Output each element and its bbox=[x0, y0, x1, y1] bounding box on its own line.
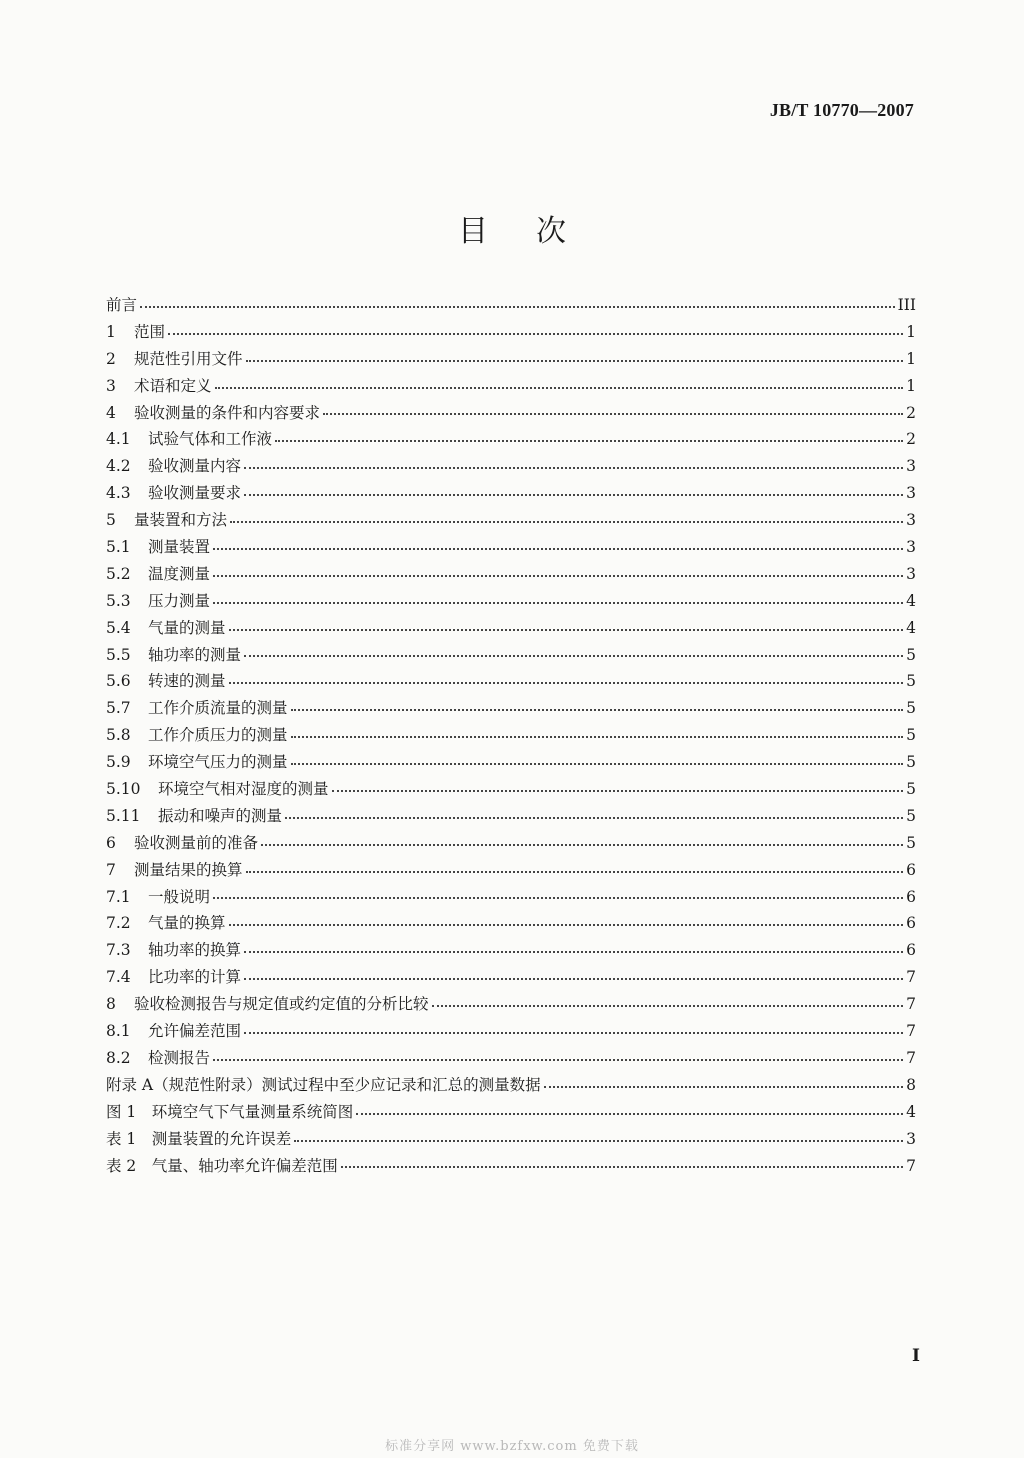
toc-leader-dots bbox=[244, 654, 903, 657]
toc-entry-title: 附录 A（规范性附录）测试过程中至少应记录和汇总的测量数据 bbox=[106, 1075, 541, 1094]
toc-entry-page: 2 bbox=[906, 430, 916, 449]
toc-entry-number: 8 bbox=[106, 995, 116, 1014]
toc-entry-page: 6 bbox=[906, 887, 916, 906]
toc-leader-dots bbox=[244, 493, 903, 496]
toc-entry-number: 2 bbox=[106, 349, 116, 368]
toc-leader-dots bbox=[244, 466, 903, 469]
toc-entry[interactable] bbox=[106, 803, 916, 830]
toc-entry-title: 工作介质压力的测量 bbox=[148, 726, 288, 745]
toc-leader-dots bbox=[244, 950, 903, 953]
toc-entry-page: 4 bbox=[906, 591, 916, 610]
toc-entry-title: 表 1 测量装置的允许误差 bbox=[106, 1129, 292, 1148]
toc-entry[interactable] bbox=[106, 830, 916, 857]
toc-entry[interactable] bbox=[106, 964, 916, 991]
toc-entry-title: 验收测量内容 bbox=[148, 457, 242, 476]
toc-leader-dots bbox=[341, 1165, 903, 1168]
toc-entry[interactable] bbox=[106, 507, 916, 534]
toc-entry-number: 7.2 bbox=[106, 914, 131, 933]
toc-entry[interactable] bbox=[106, 1018, 916, 1045]
toc-entry-number: 4.2 bbox=[106, 457, 131, 476]
toc-entry-number: 3 bbox=[106, 376, 116, 395]
toc-leader-dots bbox=[229, 923, 903, 926]
page-number: I bbox=[912, 1346, 920, 1366]
toc-entry-page: 4 bbox=[906, 1102, 916, 1121]
toc-entry[interactable] bbox=[106, 884, 916, 911]
toc-entry-title: 轴功率的测量 bbox=[148, 645, 242, 664]
toc-entry-title: 范围 bbox=[134, 322, 166, 341]
toc-entry-page: 5 bbox=[906, 699, 916, 718]
toc-leader-dots bbox=[168, 332, 903, 335]
toc-entry[interactable] bbox=[106, 910, 916, 937]
toc-entry-number: 5.10 bbox=[106, 780, 141, 799]
toc-leader-dots bbox=[261, 843, 903, 846]
toc-entry-number: 7.4 bbox=[106, 968, 131, 987]
toc-entry-page: 1 bbox=[906, 349, 916, 368]
toc-entry-page: III bbox=[897, 296, 916, 314]
table-of-contents bbox=[106, 292, 916, 1179]
toc-entry-title: 振动和噪声的测量 bbox=[158, 806, 283, 825]
toc-entry-number: 4.1 bbox=[106, 430, 131, 449]
page-title: 目次 bbox=[458, 214, 614, 249]
toc-entry-page: 3 bbox=[906, 564, 916, 583]
toc-entry-number: 5.8 bbox=[106, 726, 131, 745]
toc-entry-number: 5.7 bbox=[106, 699, 131, 718]
toc-entry-title: 验收测量要求 bbox=[148, 484, 242, 503]
toc-entry-page: 7 bbox=[906, 968, 916, 987]
toc-leader-dots bbox=[275, 439, 903, 442]
toc-entry-number: 4 bbox=[106, 403, 116, 422]
toc-entry[interactable] bbox=[106, 534, 916, 561]
toc-entry-page: 6 bbox=[906, 914, 916, 933]
toc-entry-page: 2 bbox=[906, 403, 916, 422]
toc-entry-title: 测量装置 bbox=[148, 538, 211, 557]
toc-entry[interactable] bbox=[106, 1072, 916, 1099]
toc-entry-number: 5.4 bbox=[106, 618, 131, 637]
toc-entry-number: 7.1 bbox=[106, 887, 131, 906]
toc-leader-dots bbox=[332, 789, 903, 792]
toc-entry-number: 8.1 bbox=[106, 1022, 131, 1041]
toc-entry-page: 3 bbox=[906, 511, 916, 530]
toc-entry-number: 1 bbox=[106, 322, 116, 341]
toc-entry-number: 5.1 bbox=[106, 538, 131, 557]
toc-entry[interactable] bbox=[106, 453, 916, 480]
toc-entry-title: 试验气体和工作液 bbox=[148, 430, 273, 449]
toc-leader-dots bbox=[213, 601, 903, 604]
toc-leader-dots bbox=[140, 305, 895, 308]
toc-entry-page: 5 bbox=[906, 833, 916, 852]
toc-leader-dots bbox=[246, 870, 903, 873]
toc-entry-number: 4.3 bbox=[106, 484, 131, 503]
toc-leader-dots bbox=[294, 1139, 903, 1142]
toc-leader-dots bbox=[356, 1112, 903, 1115]
toc-entry[interactable] bbox=[106, 426, 916, 453]
toc-entry-title: 比功率的计算 bbox=[148, 968, 242, 987]
toc-entry-title: 气量的测量 bbox=[148, 618, 226, 637]
toc-entry-page: 5 bbox=[906, 753, 916, 772]
toc-entry-number: 6 bbox=[106, 833, 116, 852]
toc-entry-page: 5 bbox=[906, 672, 916, 691]
toc-entry-page: 5 bbox=[906, 726, 916, 745]
toc-entry-page: 7 bbox=[906, 1048, 916, 1067]
toc-entry-page: 5 bbox=[906, 780, 916, 799]
toc-leader-dots bbox=[291, 762, 903, 765]
standard-code: JB/T 10770—2007 bbox=[769, 100, 914, 120]
toc-entry[interactable] bbox=[106, 373, 916, 400]
toc-entry[interactable] bbox=[106, 480, 916, 507]
toc-entry-number: 5.3 bbox=[106, 591, 131, 610]
toc-entry-title: 检测报告 bbox=[148, 1048, 211, 1067]
toc-entry-number: 5 bbox=[106, 511, 116, 530]
toc-entry-title: 表 2 气量、轴功率允许偏差范围 bbox=[106, 1156, 338, 1175]
toc-leader-dots bbox=[246, 359, 903, 362]
toc-entry-title: 量装置和方法 bbox=[134, 511, 228, 530]
toc-entry-page: 4 bbox=[906, 618, 916, 637]
toc-entry[interactable] bbox=[106, 642, 916, 669]
toc-leader-dots bbox=[323, 412, 903, 415]
toc-entry-page: 3 bbox=[906, 1129, 916, 1148]
toc-leader-dots bbox=[244, 977, 903, 980]
toc-entry-page: 5 bbox=[906, 806, 916, 825]
toc-entry-page: 3 bbox=[906, 484, 916, 503]
toc-entry-number: 8.2 bbox=[106, 1048, 131, 1067]
toc-entry-page: 1 bbox=[906, 322, 916, 341]
toc-entry-title: 一般说明 bbox=[148, 887, 211, 906]
toc-entry-page: 7 bbox=[906, 1022, 916, 1041]
toc-entry-page: 6 bbox=[906, 860, 916, 879]
toc-entry[interactable] bbox=[106, 588, 916, 615]
toc-entry-title: 温度测量 bbox=[148, 564, 211, 583]
toc-entry[interactable] bbox=[106, 561, 916, 588]
toc-entry-number: 5.5 bbox=[106, 645, 131, 664]
toc-entry[interactable] bbox=[106, 749, 916, 776]
toc-entry-title: 环境空气相对湿度的测量 bbox=[158, 780, 329, 799]
toc-entry-number: 5.11 bbox=[106, 806, 141, 825]
toc-leader-dots bbox=[213, 574, 903, 577]
toc-leader-dots bbox=[432, 1004, 903, 1007]
toc-entry[interactable] bbox=[106, 1099, 916, 1126]
toc-leader-dots bbox=[285, 816, 903, 819]
toc-leader-dots bbox=[291, 735, 903, 738]
toc-entry-title: 图 1 环境空气下气量测量系统简图 bbox=[106, 1102, 354, 1121]
toc-entry-page: 6 bbox=[906, 941, 916, 960]
toc-entry-number: 5.9 bbox=[106, 753, 131, 772]
toc-entry-title: 工作介质流量的测量 bbox=[148, 699, 288, 718]
toc-entry[interactable] bbox=[106, 346, 916, 373]
toc-leader-dots bbox=[544, 1085, 903, 1088]
toc-leader-dots bbox=[215, 386, 903, 389]
toc-entry-title: 验收测量前的准备 bbox=[134, 833, 259, 852]
toc-leader-dots bbox=[213, 547, 903, 550]
toc-entry-title: 允许偏差范围 bbox=[148, 1022, 242, 1041]
toc-leader-dots bbox=[213, 896, 903, 899]
toc-entry-page: 3 bbox=[906, 538, 916, 557]
toc-entry-title: 气量的换算 bbox=[148, 914, 226, 933]
toc-entry[interactable] bbox=[106, 1045, 916, 1072]
watermark: 标准分享网 www.bzfxw.com 免费下载 bbox=[385, 1439, 639, 1454]
toc-entry-title: 验收测量的条件和内容要求 bbox=[134, 403, 321, 422]
toc-entry-page: 7 bbox=[906, 995, 916, 1014]
toc-entry[interactable] bbox=[106, 1126, 916, 1153]
toc-entry-title: 压力测量 bbox=[148, 591, 211, 610]
toc-entry[interactable] bbox=[106, 668, 916, 695]
toc-entry-number: 5.6 bbox=[106, 672, 131, 691]
toc-entry[interactable] bbox=[106, 1153, 916, 1180]
toc-leader-dots bbox=[244, 1031, 903, 1034]
toc-entry-page: 7 bbox=[906, 1156, 916, 1175]
toc-entry-title: 转速的测量 bbox=[148, 672, 226, 691]
toc-entry-title: 前言 bbox=[106, 296, 138, 314]
toc-entry[interactable] bbox=[106, 695, 916, 722]
toc-entry[interactable] bbox=[106, 615, 916, 642]
toc-entry-title: 术语和定义 bbox=[134, 376, 212, 395]
toc-leader-dots bbox=[230, 520, 903, 523]
toc-leader-dots bbox=[213, 1058, 903, 1061]
toc-entry[interactable] bbox=[106, 319, 916, 346]
toc-entry-title: 轴功率的换算 bbox=[148, 941, 242, 960]
toc-entry[interactable] bbox=[106, 857, 916, 884]
toc-entry[interactable] bbox=[106, 292, 916, 319]
toc-entry[interactable] bbox=[106, 991, 916, 1018]
toc-entry-title: 规范性引用文件 bbox=[134, 349, 243, 368]
toc-entry-number: 5.2 bbox=[106, 564, 131, 583]
toc-entry-page: 8 bbox=[906, 1075, 916, 1094]
toc-leader-dots bbox=[229, 628, 903, 631]
toc-entry[interactable] bbox=[106, 937, 916, 964]
toc-leader-dots bbox=[291, 708, 903, 711]
toc-entry-page: 1 bbox=[906, 376, 916, 395]
toc-entry-page: 3 bbox=[906, 457, 916, 476]
toc-entry[interactable] bbox=[106, 400, 916, 427]
toc-entry-number: 7 bbox=[106, 860, 116, 879]
toc-entry-page: 5 bbox=[906, 645, 916, 664]
toc-entry-number: 7.3 bbox=[106, 941, 131, 960]
toc-entry[interactable] bbox=[106, 776, 916, 803]
toc-entry-title: 验收检测报告与规定值或约定值的分析比较 bbox=[134, 995, 429, 1014]
toc-entry[interactable] bbox=[106, 722, 916, 749]
toc-entry-title: 测量结果的换算 bbox=[134, 860, 243, 879]
toc-leader-dots bbox=[229, 681, 903, 684]
toc-entry-title: 环境空气压力的测量 bbox=[148, 753, 288, 772]
